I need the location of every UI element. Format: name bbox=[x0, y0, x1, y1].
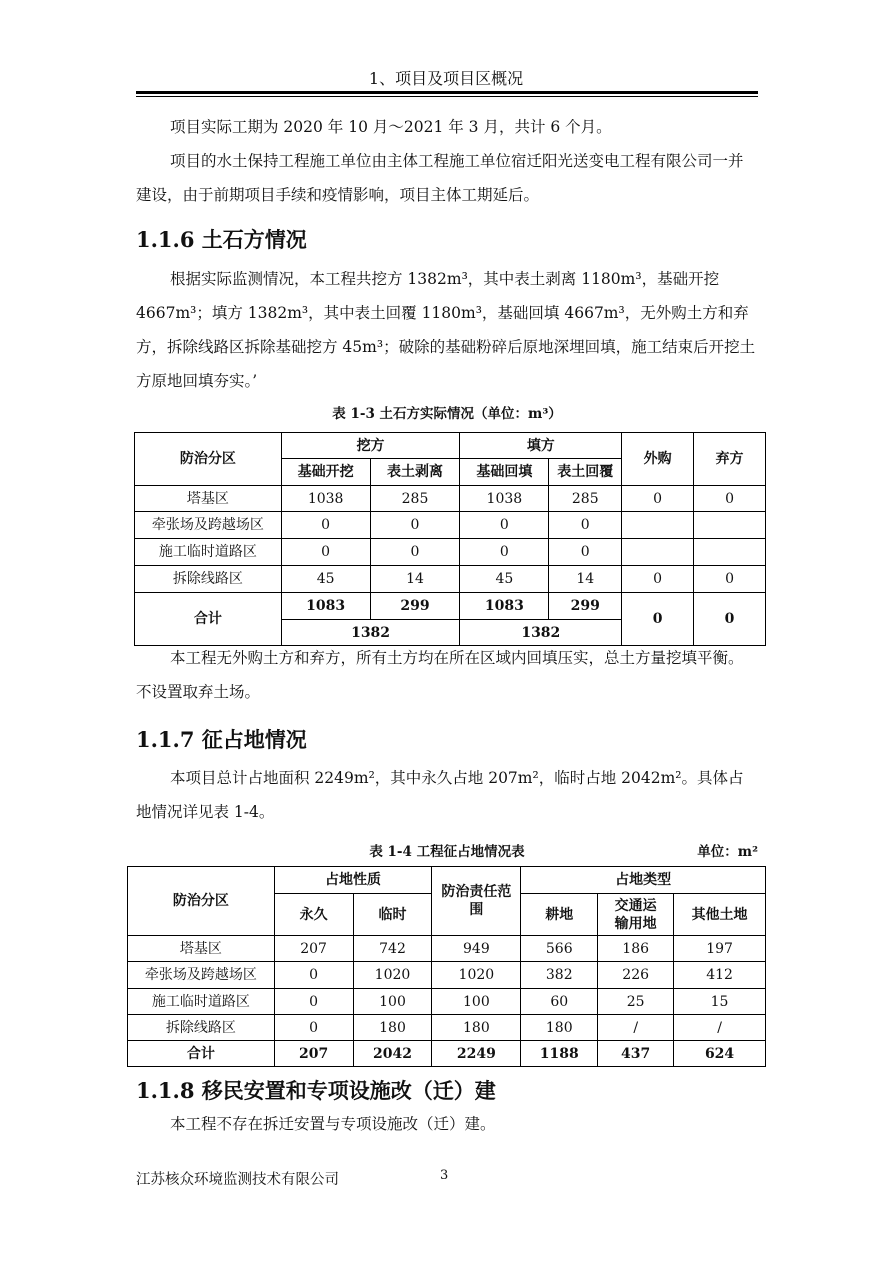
header-land-nature: 占地性质 bbox=[274, 867, 432, 894]
cell: 382 bbox=[521, 962, 598, 989]
cell: 15 bbox=[674, 989, 766, 1015]
cell: 45 bbox=[460, 566, 549, 593]
cell: 566 bbox=[521, 936, 598, 962]
cell: 0 bbox=[460, 512, 549, 539]
cell: 14 bbox=[370, 566, 460, 593]
paragraph-schedule: 项目实际工期为 2020 年 10 月～2021 年 3 月，共计 6 个月。 bbox=[170, 118, 612, 136]
cell-zone: 施工临时道路区 bbox=[128, 989, 275, 1015]
cell: 207 bbox=[274, 1041, 353, 1067]
header-zone: 防治分区 bbox=[135, 433, 282, 486]
cell: 285 bbox=[370, 486, 460, 512]
table-total-row bbox=[128, 1041, 766, 1067]
cell-zone: 施工临时道路区 bbox=[135, 539, 282, 566]
cell: 186 bbox=[598, 936, 674, 962]
cell: 0 bbox=[281, 539, 370, 566]
cell: 180 bbox=[432, 1015, 521, 1041]
header-purchase: 外购 bbox=[622, 433, 694, 486]
cell: 437 bbox=[598, 1041, 674, 1067]
cell: 1083 bbox=[281, 593, 370, 620]
cell: 0 bbox=[274, 962, 353, 989]
cell-dig-sum: 1382 bbox=[281, 620, 460, 646]
cell-fill-sum: 1382 bbox=[460, 620, 622, 646]
cell: 0 bbox=[549, 512, 622, 539]
cell: 180 bbox=[353, 1015, 432, 1041]
cell: 226 bbox=[598, 962, 674, 989]
table-row bbox=[135, 566, 766, 593]
cell: 0 bbox=[274, 989, 353, 1015]
table-row bbox=[128, 1015, 766, 1041]
paragraph-resettlement: 本工程不存在拆迁安置与专项设施改（迁）建。 bbox=[170, 1115, 496, 1133]
cell: 2042 bbox=[353, 1041, 432, 1067]
header-temporary: 临时 bbox=[353, 894, 432, 936]
cell: 60 bbox=[521, 989, 598, 1015]
cell: 1038 bbox=[281, 486, 370, 512]
header-topsoil-strip: 表土剥离 bbox=[370, 459, 460, 486]
header-rule-thick bbox=[136, 91, 758, 94]
cell: 14 bbox=[549, 566, 622, 593]
cell: 100 bbox=[432, 989, 521, 1015]
cell bbox=[622, 512, 694, 539]
cell-total-label: 合计 bbox=[135, 593, 282, 646]
cell bbox=[694, 539, 766, 566]
cell-total-label: 合计 bbox=[128, 1041, 275, 1067]
cell: 412 bbox=[674, 962, 766, 989]
cell-zone: 塔基区 bbox=[128, 936, 275, 962]
header-other-land: 其他土地 bbox=[674, 894, 766, 936]
cell: 197 bbox=[674, 936, 766, 962]
table-row bbox=[128, 989, 766, 1015]
header-rule-thin bbox=[136, 96, 758, 97]
cell-zone: 牵张场及跨越场区 bbox=[135, 512, 282, 539]
cell: 0 bbox=[694, 593, 766, 646]
cell: 285 bbox=[549, 486, 622, 512]
cell: 0 bbox=[694, 566, 766, 593]
cell: 0 bbox=[622, 566, 694, 593]
table-row bbox=[135, 539, 766, 566]
cell: 299 bbox=[370, 593, 460, 620]
cell: 0 bbox=[281, 512, 370, 539]
cell-zone: 塔基区 bbox=[135, 486, 282, 512]
cell: 45 bbox=[281, 566, 370, 593]
cell: 949 bbox=[432, 936, 521, 962]
page-number: 3 bbox=[440, 1168, 449, 1183]
cell: 299 bbox=[549, 593, 622, 620]
cell bbox=[694, 512, 766, 539]
cell bbox=[622, 539, 694, 566]
cell: 1038 bbox=[460, 486, 549, 512]
header-responsibility-range: 防治责任范围 bbox=[432, 867, 521, 936]
header-traffic-land: 交通运输用地 bbox=[598, 894, 674, 936]
cell: 0 bbox=[274, 1015, 353, 1041]
table-row bbox=[135, 486, 766, 512]
table-total-row bbox=[135, 593, 766, 620]
paragraph-land: 本项目总计占地面积 2249m²，其中永久占地 207m²，临时占地 2042m²。具体占地情况详见表 1-4。 bbox=[136, 769, 744, 821]
table-1-4-caption: 表 1-4 工程征占地情况表 bbox=[369, 844, 525, 860]
cell: 25 bbox=[598, 989, 674, 1015]
cell: 0 bbox=[549, 539, 622, 566]
header-foundation-dig: 基础开挖 bbox=[281, 459, 370, 486]
cell: 1020 bbox=[432, 962, 521, 989]
cell: 0 bbox=[622, 486, 694, 512]
header-foundation-fill: 基础回填 bbox=[460, 459, 549, 486]
cell: 0 bbox=[622, 593, 694, 646]
heading-resettlement: 1.1.8 移民安置和专项设施改（迁）建 bbox=[136, 1078, 496, 1103]
cell: 1020 bbox=[353, 962, 432, 989]
cell: 100 bbox=[353, 989, 432, 1015]
table-1-4-unit: 单位：m² bbox=[697, 844, 758, 860]
table-row bbox=[128, 962, 766, 989]
cell: 0 bbox=[370, 512, 460, 539]
header-farmland: 耕地 bbox=[521, 894, 598, 936]
paragraph-earthwork: 根据实际监测情况，本工程共挖方 1382m³，其中表土剥离 1180m³，基础开挖 4667m³；填方 1382m³，其中表土回覆 1180m³，基础回填 4667m³，无外购土方和弃方，拆除线路区拆除基础挖方 45m³；破除的基础粉碎后原地深埋回填，施工结束后开挖土方原地回填夯实。’ bbox=[136, 270, 756, 390]
cell: 1188 bbox=[521, 1041, 598, 1067]
table-1-3-caption: 表 1-3 土石方实际情况（单位：m³） bbox=[332, 406, 562, 422]
paragraph-contractor: 项目的水土保持工程施工单位由主体工程施工单位宿迁阳光送变电工程有限公司一并建设，由于前期项目手续和疫情影响，项目主体工期延后。 bbox=[136, 152, 744, 204]
heading-earthwork: 1.1.6 土石方情况 bbox=[136, 227, 307, 252]
cell: 207 bbox=[274, 936, 353, 962]
cell: 0 bbox=[370, 539, 460, 566]
cell: 742 bbox=[353, 936, 432, 962]
cell: / bbox=[674, 1015, 766, 1041]
header-zone: 防治分区 bbox=[128, 867, 275, 936]
paragraph-balance: 本工程无外购土方和弃方，所有土方均在所在区域内回填压实，总土方量挖填平衡。不设置取弃土场。 bbox=[136, 649, 744, 701]
cell-zone: 拆除线路区 bbox=[128, 1015, 275, 1041]
header-waste: 弃方 bbox=[694, 433, 766, 486]
heading-land-occupation: 1.1.7 征占地情况 bbox=[136, 727, 307, 752]
header-topsoil-cover: 表土回覆 bbox=[549, 459, 622, 486]
cell-zone: 拆除线路区 bbox=[135, 566, 282, 593]
cell: 180 bbox=[521, 1015, 598, 1041]
cell-zone: 牵张场及跨越场区 bbox=[128, 962, 275, 989]
table-land bbox=[127, 866, 766, 1067]
cell: 0 bbox=[460, 539, 549, 566]
footer-company: 江苏核众环境监测技术有限公司 bbox=[136, 1172, 339, 1188]
header-dig: 挖方 bbox=[281, 433, 460, 459]
header-permanent: 永久 bbox=[274, 894, 353, 936]
header-land-type: 占地类型 bbox=[521, 867, 766, 894]
table-earthwork bbox=[134, 432, 766, 646]
header-fill: 填方 bbox=[460, 433, 622, 459]
running-header: 1、项目及项目区概况 bbox=[368, 69, 524, 88]
cell: / bbox=[598, 1015, 674, 1041]
cell: 1083 bbox=[460, 593, 549, 620]
cell: 0 bbox=[694, 486, 766, 512]
table-row bbox=[128, 936, 766, 962]
table-row bbox=[135, 512, 766, 539]
cell: 2249 bbox=[432, 1041, 521, 1067]
cell: 624 bbox=[674, 1041, 766, 1067]
